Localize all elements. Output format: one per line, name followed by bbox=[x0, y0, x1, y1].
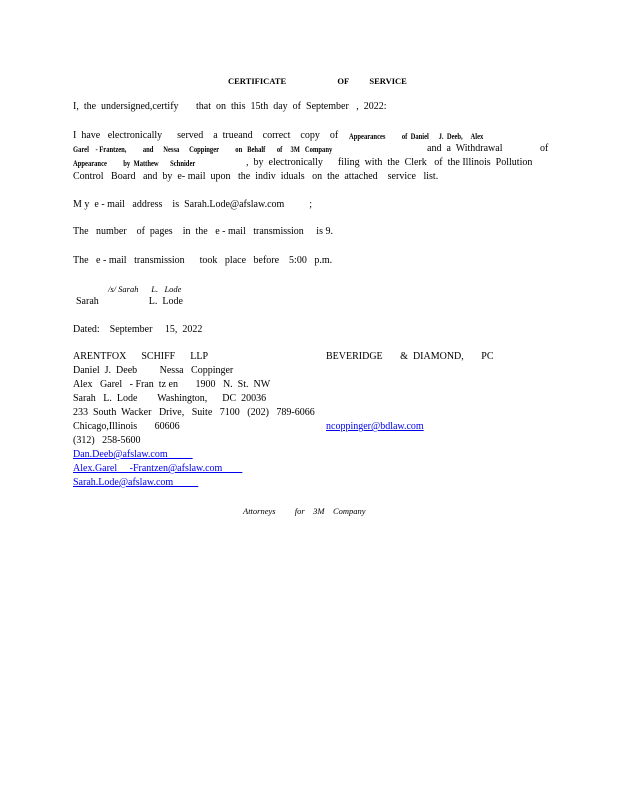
email-link-deeb[interactable]: Dan.Deeb@afslaw.com bbox=[73, 449, 193, 460]
right-email-link[interactable]: ncoppinger@bdlaw.com bbox=[326, 421, 424, 432]
firm-left: ARENTFOX SCHIFF LLP bbox=[73, 351, 209, 362]
address-line-2: Alex Garel - Fran tz en 1900 N. St. NW bbox=[73, 379, 271, 390]
address-line-3: Sarah L. Lode Washington, DC 20036 bbox=[73, 393, 267, 404]
signature-name: Sarah L. Lode bbox=[76, 296, 183, 307]
service-para-line-3: , by electronically filing with the Clerk of the Illinois Pollution bbox=[246, 157, 533, 168]
signature-slash: /s/ Sarah L. Lode bbox=[108, 284, 182, 294]
service-para-line-4: Control Board and by e- mail upon the indiv iduals on the attached service list. bbox=[73, 171, 439, 182]
transmission-time-line: The e - mail transmission took place before 5:00 p.m. bbox=[73, 255, 333, 266]
service-para-line-3-bold: Appearance by Matthew Schnider bbox=[73, 159, 196, 168]
document-title: CERTIFICATE OF SERVICE bbox=[228, 76, 407, 86]
service-para-line-1-bold: Appearances of Daniel J. Deeb, Alex bbox=[349, 132, 484, 141]
service-para-line-1: I have electronically served a trueand correct copy of bbox=[73, 130, 339, 141]
email-address-line: M y e - mail address is Sarah.Lode@afslaw.com ; bbox=[73, 199, 313, 210]
dated-line: Dated: September 15, 2022 bbox=[73, 324, 203, 335]
email-link-lode[interactable]: Sarah.Lode@afslaw.com bbox=[73, 477, 199, 488]
page-count-line: The number of pages in the e - mail transmission is 9. bbox=[73, 226, 333, 237]
firm-right: BEVERIDGE & DIAMOND, PC bbox=[326, 351, 494, 362]
intro-line: I, the undersigned,certify that on this 15th day of September , 2022: bbox=[73, 101, 387, 112]
address-line-1: Daniel J. Deeb Nessa Coppinger bbox=[73, 365, 234, 376]
service-para-line-2-bold: Garel - Frantzen, and Nessa Coppinger on Behalf of 3M Company bbox=[73, 145, 333, 154]
email-link-garel[interactable]: Alex.Garel -Frantzen@afslaw.com bbox=[73, 463, 243, 474]
address-line-4: 233 South Wacker Drive, Suite 7100 (202) 789-6066 bbox=[73, 407, 315, 418]
address-line-5: Chicago,Illinois 60606 bbox=[73, 421, 180, 432]
address-line-6: (312) 258-5600 bbox=[73, 435, 141, 446]
attorneys-footer: Attorneys for 3M Company bbox=[243, 506, 366, 516]
service-para-line-2: and a Withdrawal of bbox=[427, 143, 549, 154]
